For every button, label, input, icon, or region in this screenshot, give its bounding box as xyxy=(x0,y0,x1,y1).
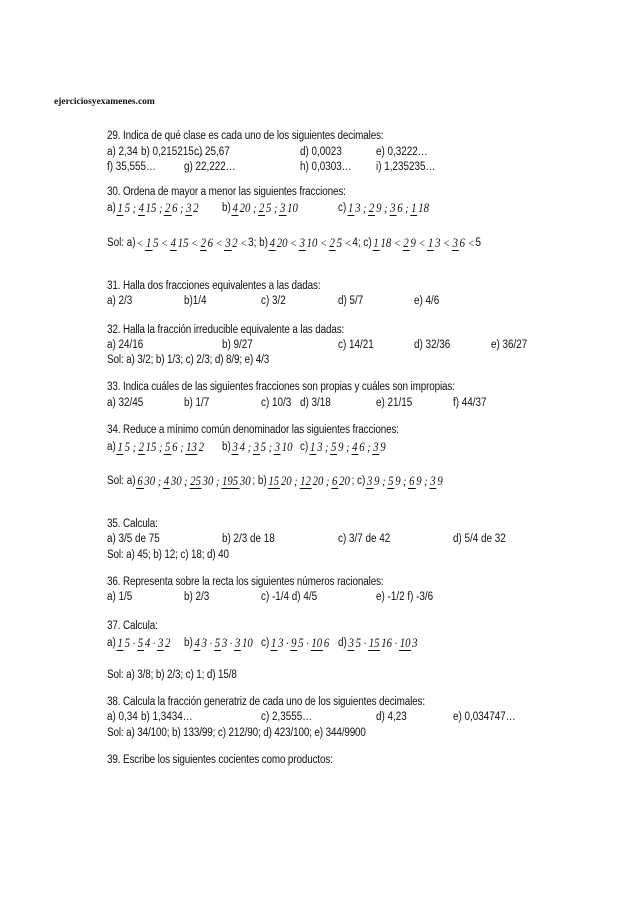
fraction xyxy=(157,637,171,650)
fraction xyxy=(138,202,158,215)
fraction-numerator: 4 xyxy=(170,236,176,250)
fraction xyxy=(429,475,443,488)
fraction-denominator: 5 xyxy=(260,440,267,454)
e31-item: a) 2/3 xyxy=(107,295,133,307)
fraction xyxy=(221,475,251,488)
fraction-numerator: 2 xyxy=(138,440,144,454)
fraction-denominator: 20 xyxy=(239,201,251,215)
e30-solution xyxy=(107,237,481,251)
fraction xyxy=(299,475,324,488)
math-symbol: ; xyxy=(294,474,298,488)
e38-item: d) 4,23 xyxy=(376,711,407,723)
fraction-numerator: 9 xyxy=(291,636,297,650)
math-symbol: < xyxy=(443,236,451,250)
e32-item: e) 36/27 xyxy=(491,339,528,351)
fraction xyxy=(410,202,430,215)
fraction xyxy=(368,202,382,215)
e29-item: a) 2,34 xyxy=(107,146,138,158)
fraction xyxy=(117,637,131,650)
e35-item: c) 3/7 de 42 xyxy=(338,533,391,545)
fraction-denominator: 20 xyxy=(276,236,288,250)
fraction-numerator: 2 xyxy=(165,201,171,215)
e29-item: e) 0,3222… xyxy=(376,146,428,158)
site-name: ejerciciosyexamenes.com xyxy=(54,97,155,107)
fraction-numerator: 4 xyxy=(194,636,200,650)
e33-item: f) 44/37 xyxy=(453,397,487,409)
fraction xyxy=(331,475,351,488)
fraction-denominator: 15 xyxy=(145,440,157,454)
math-symbol: < xyxy=(467,236,475,250)
fraction-numerator: 4 xyxy=(232,201,238,215)
fraction-denominator: 9 xyxy=(380,440,386,454)
math-symbol: ; xyxy=(180,440,184,454)
item-label: d) xyxy=(338,637,347,649)
fraction xyxy=(117,202,131,215)
fraction-numerator: 1 xyxy=(309,440,316,454)
item-label: 5 xyxy=(475,237,481,249)
fraction xyxy=(189,475,214,488)
math-symbol: ; xyxy=(247,440,252,454)
fraction-denominator: 30 xyxy=(202,474,214,488)
fraction-denominator: 5 xyxy=(153,236,159,250)
fraction-denominator: 4 xyxy=(144,636,151,650)
exercise-32-title: 32. Halla la fracción irreducible equivalente a las dadas: xyxy=(107,324,345,336)
e32-item: b) 9/27 xyxy=(222,339,253,351)
fraction-denominator: 5 xyxy=(266,201,272,215)
item-label: a) xyxy=(107,441,116,453)
fraction-numerator: 5 xyxy=(214,636,221,650)
fraction-denominator: 6 xyxy=(172,440,178,454)
fraction-denominator: 9 xyxy=(376,201,382,215)
fraction-numerator: 4 xyxy=(163,474,170,488)
fraction xyxy=(452,237,466,250)
fraction-denominator: 20 xyxy=(280,474,292,488)
fraction xyxy=(347,202,361,215)
fraction-denominator: 15 xyxy=(145,201,157,215)
math-symbol: · xyxy=(209,636,213,650)
e32-solution: Sol: a) 3/2; b) 1/3; c) 2/3; d) 8/9; e) 4/3 xyxy=(107,354,270,366)
fraction xyxy=(224,237,238,250)
fraction xyxy=(137,637,151,650)
fraction xyxy=(163,475,183,488)
e38-item: e) 0,034747… xyxy=(453,711,516,723)
fraction-numerator: 6 xyxy=(137,474,143,488)
e34-b-fractions xyxy=(222,441,294,455)
math-symbol: ; xyxy=(216,474,220,488)
fraction-denominator: 6 xyxy=(323,636,330,650)
item-label: 3; b) xyxy=(248,237,268,249)
e29-item: b) 0,215215… xyxy=(141,146,204,158)
e36-item: a) 1/5 xyxy=(107,591,133,603)
fraction xyxy=(232,202,252,215)
item-label: c) xyxy=(338,202,347,214)
e29-item: d) 0,0023 xyxy=(300,146,342,158)
e35-item: d) 5/4 de 32 xyxy=(453,533,506,545)
fraction-numerator: 1 xyxy=(117,636,123,650)
fraction-numerator: 3 xyxy=(274,440,281,454)
fraction-numerator: 15 xyxy=(268,474,280,488)
fraction xyxy=(253,441,267,454)
e38-item: c) 2,3555… xyxy=(261,711,313,723)
fraction-denominator: 9 xyxy=(410,236,416,250)
fraction-numerator: 3 xyxy=(280,201,286,215)
e31-item: e) 4/6 xyxy=(414,295,440,307)
fraction-denominator: 3 xyxy=(435,236,441,250)
fraction-denominator: 30 xyxy=(170,474,182,488)
fraction-denominator: 16 xyxy=(381,636,392,650)
item-label: c) xyxy=(300,441,309,453)
math-symbol: ; xyxy=(403,474,407,488)
exercise-34-title: 34. Reduce a mínimo común denominador las siguientes fracciones: xyxy=(107,424,399,436)
fraction xyxy=(145,237,159,250)
fraction xyxy=(408,475,422,488)
fraction xyxy=(214,637,228,650)
fraction-numerator: 2 xyxy=(369,201,375,215)
math-symbol: ; xyxy=(346,440,350,454)
math-symbol: ; xyxy=(157,474,162,488)
fraction xyxy=(270,637,284,650)
fraction xyxy=(368,637,393,650)
fraction xyxy=(269,237,289,250)
fraction-denominator: 3 xyxy=(221,636,228,650)
fraction-numerator: 1 xyxy=(117,201,123,215)
math-symbol: ; xyxy=(184,474,188,488)
fraction-denominator: 3 xyxy=(317,440,323,454)
fraction-numerator: 3 xyxy=(452,236,458,250)
math-symbol: ; xyxy=(424,474,428,488)
e37-b-product xyxy=(184,637,255,651)
fraction xyxy=(351,441,365,454)
math-symbol: ; xyxy=(252,201,257,215)
fraction xyxy=(185,441,205,454)
fraction-numerator: 1 xyxy=(411,201,417,215)
e36-item: e) -1/2 f) -3/6 xyxy=(376,591,434,603)
fraction-numerator: 3 xyxy=(390,201,396,215)
fraction-denominator: 2 xyxy=(193,201,199,215)
math-symbol: ; xyxy=(325,440,329,454)
fraction xyxy=(138,441,158,454)
fraction-numerator: 1 xyxy=(270,636,277,650)
math-symbol: < xyxy=(215,236,223,250)
math-symbol: < xyxy=(344,236,352,250)
exercise-33-title: 33. Indica cuáles de las siguientes fracciones son propias y cuáles son impropias: xyxy=(107,381,455,393)
fraction xyxy=(267,475,292,488)
fraction-denominator: 9 xyxy=(395,474,401,488)
e38-solution: Sol: a) 34/100; b) 133/99; c) 212/90; d) 423/100; e) 344/9900 xyxy=(107,727,366,739)
e30-b-fractions xyxy=(222,202,300,216)
fraction-numerator: 3 xyxy=(157,636,164,650)
e33-item: d) 3/18 xyxy=(300,397,331,409)
fraction-denominator: 30 xyxy=(239,474,251,488)
math-symbol: < xyxy=(290,236,297,250)
fraction-denominator: 6 xyxy=(359,440,365,454)
fraction xyxy=(366,475,380,488)
fraction-denominator: 4 xyxy=(239,440,245,454)
e37-c-product xyxy=(261,637,331,651)
e34-c-fractions xyxy=(300,441,387,455)
e35-item: b) 2/3 de 18 xyxy=(222,533,275,545)
fraction-numerator: 6 xyxy=(331,474,338,488)
fraction-numerator: 1 xyxy=(427,236,434,250)
math-symbol: < xyxy=(136,236,144,250)
math-symbol: < xyxy=(240,236,248,250)
math-symbol: < xyxy=(319,236,327,250)
e29-item: c) 25,67 xyxy=(194,146,230,158)
fraction-numerator: 3 xyxy=(430,474,436,488)
fraction-numerator: 3 xyxy=(299,236,305,250)
item-label: b) xyxy=(222,202,231,214)
fraction-numerator: 5 xyxy=(388,474,394,488)
fraction xyxy=(348,637,362,650)
fraction-denominator: 2 xyxy=(198,440,204,454)
fraction-numerator: 6 xyxy=(409,474,415,488)
fraction xyxy=(258,202,272,215)
fraction-denominator: 2 xyxy=(232,236,238,250)
e30-a-fractions xyxy=(107,202,200,216)
item-label: a) xyxy=(107,202,116,214)
fraction-denominator: 9 xyxy=(338,440,344,454)
fraction-denominator: 3 xyxy=(412,636,418,650)
fraction-denominator: 10 xyxy=(242,636,253,650)
fraction-numerator: 25 xyxy=(190,474,201,488)
fraction xyxy=(274,441,294,454)
fraction-numerator: 195 xyxy=(222,474,239,488)
math-symbol: ; xyxy=(405,201,409,215)
math-symbol: · xyxy=(394,636,398,650)
math-symbol: < xyxy=(161,236,169,250)
fraction xyxy=(234,637,254,650)
fraction xyxy=(299,237,319,250)
math-symbol: · xyxy=(306,636,309,650)
exercise-39-title: 39. Escribe los siguientes cocientes como productos: xyxy=(107,754,333,766)
item-label: b) xyxy=(184,637,193,649)
e34-a-fractions xyxy=(107,441,206,455)
fraction-denominator: 5 xyxy=(124,201,130,215)
fraction-numerator: 3 xyxy=(186,201,192,215)
fraction-denominator: 3 xyxy=(201,636,207,650)
fraction-denominator: 30 xyxy=(144,474,156,488)
item-label: c) xyxy=(261,637,270,649)
fraction xyxy=(389,202,403,215)
e37-a-product xyxy=(107,637,172,651)
fraction-denominator: 20 xyxy=(339,474,350,488)
math-symbol: ; xyxy=(132,201,137,215)
item-label: b) xyxy=(222,441,231,453)
fraction xyxy=(200,237,214,250)
e37-solution: Sol: a) 3/8; b) 2/3; c) 1; d) 15/8 xyxy=(107,669,237,681)
fraction-denominator: 5 xyxy=(124,440,130,454)
fraction-denominator: 5 xyxy=(124,636,130,650)
e29-item: i) 1,235235… xyxy=(376,161,436,173)
fraction-numerator: 3 xyxy=(225,236,231,250)
e33-item: a) 32/45 xyxy=(107,397,144,409)
fraction-numerator: 4 xyxy=(352,440,358,454)
fraction xyxy=(279,202,299,215)
e31-item: d) 5/7 xyxy=(338,295,364,307)
fraction-numerator: 3 xyxy=(373,440,379,454)
e36-item: c) -1/4 d) 4/5 xyxy=(261,591,318,603)
math-symbol: · xyxy=(132,636,136,650)
fraction-denominator: 18 xyxy=(418,201,430,215)
fraction xyxy=(290,637,304,650)
fraction-denominator: 15 xyxy=(177,236,189,250)
fraction xyxy=(311,637,331,650)
fraction-denominator: 6 xyxy=(397,201,403,215)
exercise-31-title: 31. Halla dos fracciones equivalentes a las dadas: xyxy=(107,280,321,292)
fraction xyxy=(309,441,323,454)
fraction-numerator: 1 xyxy=(347,201,354,215)
fraction-numerator: 1 xyxy=(146,236,152,250)
fraction xyxy=(117,441,131,454)
e33-item: b) 1/7 xyxy=(184,397,210,409)
exercise-36-title: 36. Representa sobre la recta los siguientes números racionales: xyxy=(107,576,384,588)
fraction-numerator: 5 xyxy=(331,440,337,454)
fraction-numerator: 4 xyxy=(269,236,275,250)
fraction xyxy=(329,237,343,250)
fraction xyxy=(164,202,178,215)
fraction-denominator: 6 xyxy=(207,236,214,250)
fraction-denominator: 6 xyxy=(172,201,178,215)
fraction-denominator: 9 xyxy=(416,474,422,488)
e36-item: b) 2/3 xyxy=(184,591,210,603)
e31-item: b)1/4 xyxy=(184,295,207,307)
exercise-30-title: 30. Ordena de mayor a menor las siguientes fracciones: xyxy=(107,186,346,198)
fraction-numerator: 1 xyxy=(117,440,123,454)
math-symbol: · xyxy=(286,636,289,650)
item-label: Sol: a) xyxy=(107,237,136,249)
e37-d-product xyxy=(338,637,419,651)
e31-item: c) 3/2 xyxy=(261,295,286,307)
fraction xyxy=(170,237,190,250)
math-symbol: < xyxy=(418,236,426,250)
fraction-numerator: 10 xyxy=(311,636,323,650)
fraction-denominator: 2 xyxy=(165,636,171,650)
fraction-numerator: 4 xyxy=(138,201,144,215)
fraction-denominator: 3 xyxy=(355,201,361,215)
math-symbol: · xyxy=(152,636,156,650)
math-symbol: ; xyxy=(367,440,371,454)
math-symbol: ; xyxy=(159,201,163,215)
e38-item: a) 0,34 xyxy=(107,711,138,723)
item-label: a) xyxy=(107,637,116,649)
exercise-29-title: 29. Indica de qué clase es cada uno de los siguientes decimales: xyxy=(107,130,384,142)
fraction xyxy=(399,637,419,650)
fraction xyxy=(372,441,386,454)
exercise-35-title: 35. Calcula: xyxy=(107,518,158,530)
fraction xyxy=(185,202,199,215)
fraction-numerator: 3 xyxy=(253,440,259,454)
fraction-denominator: 3 xyxy=(278,636,284,650)
fraction-numerator: 5 xyxy=(165,440,171,454)
e38-item: b) 1,3434… xyxy=(141,711,193,723)
e32-item: d) 32/36 xyxy=(414,339,451,351)
fraction xyxy=(194,637,208,650)
fraction-denominator: 5 xyxy=(355,636,361,650)
fraction xyxy=(136,475,156,488)
fraction-denominator: 20 xyxy=(312,474,324,488)
e32-item: a) 24/16 xyxy=(107,339,144,351)
e33-item: e) 21/15 xyxy=(376,397,413,409)
math-symbol: ; xyxy=(268,440,273,454)
fraction xyxy=(403,237,417,250)
math-symbol: < xyxy=(191,236,199,250)
math-symbol: ; xyxy=(384,201,388,215)
math-symbol: ; xyxy=(274,201,278,215)
fraction-numerator: 5 xyxy=(137,636,144,650)
fraction-numerator: 13 xyxy=(186,440,197,454)
fraction-numerator: 3 xyxy=(232,440,238,454)
item-label: Sol: a) xyxy=(107,475,136,487)
fraction-denominator: 18 xyxy=(380,236,392,250)
fraction xyxy=(387,475,401,488)
fraction-denominator: 6 xyxy=(459,236,466,250)
fraction-numerator: 2 xyxy=(200,236,206,250)
fraction xyxy=(373,237,393,250)
e29-item: f) 35,555… xyxy=(107,161,156,173)
e33-item: c) 10/3 xyxy=(261,397,292,409)
math-symbol: ; xyxy=(363,201,367,215)
fraction-denominator: 10 xyxy=(281,440,293,454)
fraction-numerator: 3 xyxy=(348,636,354,650)
fraction-numerator: 2 xyxy=(403,236,409,250)
math-symbol: ; xyxy=(325,474,330,488)
fraction-numerator: 1 xyxy=(373,236,379,250)
math-symbol: ; xyxy=(180,201,184,215)
math-symbol: · xyxy=(229,636,233,650)
fraction-numerator: 15 xyxy=(368,636,380,650)
e30-c-fractions xyxy=(338,202,431,216)
e35-solution: Sol: a) 45; b) 12; c) 18; d) 40 xyxy=(107,549,229,561)
fraction-numerator: 2 xyxy=(258,201,265,215)
math-symbol: ; xyxy=(159,440,163,454)
fraction-numerator: 10 xyxy=(399,636,411,650)
fraction-numerator: 3 xyxy=(367,474,373,488)
e32-item: c) 14/21 xyxy=(338,339,374,351)
e29-item: g) 22,222… xyxy=(184,161,236,173)
item-label: 4; c) xyxy=(352,237,372,249)
fraction-denominator: 5 xyxy=(336,236,343,250)
math-symbol: ; xyxy=(382,474,386,488)
fraction-numerator: 2 xyxy=(329,236,335,250)
fraction xyxy=(427,237,441,250)
exercise-37-title: 37. Calcula: xyxy=(107,620,158,632)
fraction-denominator: 9 xyxy=(374,474,380,488)
fraction-denominator: 10 xyxy=(306,236,318,250)
fraction-numerator: 12 xyxy=(300,474,311,488)
fraction-denominator: 9 xyxy=(437,474,443,488)
exercise-38-title: 38. Calcula la fracción generatriz de cada uno de los siguientes decimales: xyxy=(107,696,425,708)
fraction xyxy=(164,441,178,454)
fraction xyxy=(232,441,246,454)
math-symbol: < xyxy=(393,236,401,250)
fraction-denominator: 5 xyxy=(298,636,304,650)
item-label: ; b) xyxy=(252,475,267,487)
e29-item: h) 0,0303… xyxy=(300,161,352,173)
e34-solution xyxy=(107,475,444,489)
e35-item: a) 3/5 de 75 xyxy=(107,533,160,545)
fraction xyxy=(330,441,344,454)
math-symbol: · xyxy=(363,636,367,650)
math-symbol: ; xyxy=(132,440,137,454)
fraction-numerator: 3 xyxy=(234,636,241,650)
item-label: ; c) xyxy=(351,475,366,487)
fraction-denominator: 10 xyxy=(287,201,298,215)
